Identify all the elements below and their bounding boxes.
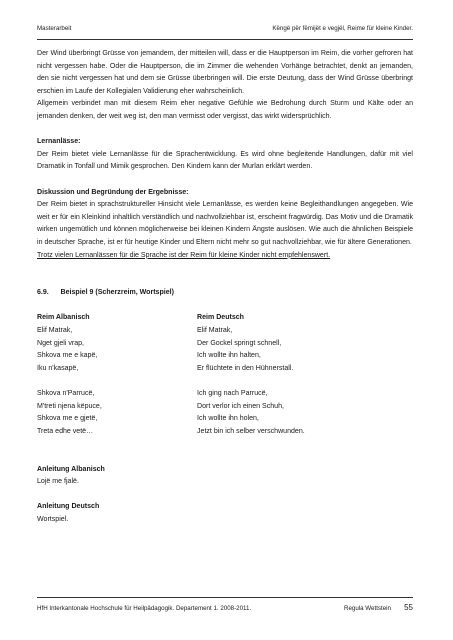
page-header	[37, 25, 413, 37]
poem-line: Der Gockel springt schnell,	[197, 339, 282, 347]
poem-line: M'treti njena këpuce,	[37, 402, 102, 410]
footer-rule	[37, 597, 413, 598]
poem-line: Jetzt bin ich selber verschwunden.	[197, 427, 305, 435]
intro-paragraph-2: Allgemein verbindet man mit diesem Reim eher negative Gefühle wie Bedrohung durch Sturm und Kälte oder an jemanden denken, der weit weg ist, den man vermisst oder vergisst, das wirkt widersprüchlich.	[37, 100, 413, 120]
poem-line: Nget gjeli vrap,	[37, 339, 85, 347]
poem-albanian-column	[37, 312, 197, 375]
poem-line: Ich wollte ihn holen,	[197, 415, 259, 423]
poem-line: Dort verlor ich einen Schuh,	[197, 402, 284, 410]
footer-author: Regula Wettstein	[343, 605, 391, 612]
page-number: 55	[404, 603, 413, 612]
section-heading	[37, 287, 413, 300]
anleitung-albanisch-text: Lojë me fjalë.	[37, 478, 79, 486]
poem-line: Treta edhe vetë…	[37, 427, 94, 435]
intro-paragraph-1: Der Wind überbringt Grüsse von jemandem, der mitteilen will, dass er die Hauptperson im Reim, die vorher gefroren hat nicht vergessen habe. Oder die Hauptperson, die im Zimmer die wehenden Vorhänge betrachtet, denkt an jemanden, den sie nicht vergessen hat und dem sie Grüsse überbringen will. Die erste Deutung, dass der Wind Grüsse überbringt erschien im Laufe der Kollegialen Validierung eher wahrscheinlich.	[37, 50, 413, 95]
poem-line: Elif Matrak,	[197, 327, 233, 335]
anleitung-deutsch-heading: Anleitung Deutsch	[37, 503, 100, 511]
poem-line: Shkova n'Parrucë,	[37, 390, 95, 398]
page-body	[37, 48, 413, 527]
diskussion-text: Der Reim bietet in sprachstruktureller Hinsicht viele Lernanlässe, es werden keine Begleithandlungen angegeben. Wie weit er für ein Kleinkind inhaltlich verständlich und nachvollziehbar ist, erscheint fragwürdig. Das Motiv und die Dramatik wirken ungemütlich und können möglicherweise bei kleinen Kindern Ängste auslösen. Wie auch die ähnlichen Beispiele in deutscher Sprache, ist er für heutige Kinder und Eltern nicht mehr so gut nachvollziehbar, wie für ältere Generationen.	[37, 201, 413, 246]
poem-line: Ich ging nach Parrucë,	[197, 390, 268, 398]
poem-german-column	[197, 388, 413, 438]
poem-stanza-2	[37, 388, 413, 438]
poem-german-title: Reim Deutsch	[197, 314, 244, 322]
poem-albanian-title: Reim Albanisch	[37, 314, 90, 322]
anleitung-albanisch-heading: Anleitung Albanisch	[37, 465, 105, 473]
header-left: Masterarbeit	[37, 25, 72, 32]
lernanlaesse-text: Der Reim bietet viele Lernanlässe für die Sprachentwicklung. Es wird ohne begleitende Handlungen, dafür mit viel Dramatik in Tonfall und Mimik gesprochen. Den Kindern kann der Murlan erklärt werden.	[37, 150, 413, 171]
section-title: Beispiel 9 (Scherzreim, Wortspiel)	[60, 289, 174, 297]
header-right: Këngë për fëmijët e vegjël, Reime für kleine Kinder.	[272, 25, 413, 32]
poem-german-column	[197, 312, 413, 375]
diskussion-heading: Diskussion und Begründung der Ergebnisse:	[37, 188, 189, 196]
poem-line: Shkova me e gjetë,	[37, 415, 98, 423]
poem-line: Ich wollte ihn halten,	[197, 352, 261, 360]
poem-line: Er flüchtete in den Hühnerstall.	[197, 364, 294, 372]
poem-stanza-1	[37, 312, 413, 375]
lernanlaesse-heading: Lernanlässe:	[37, 138, 81, 146]
anleitung-deutsch-text: Wortspiel.	[37, 515, 69, 523]
footer-institution: HfH Interkantonale Hochschule für Heilpädagogik. Departement 1. 2008-2011.	[37, 605, 252, 612]
poem-line: Iku n'kasapë,	[37, 364, 79, 372]
section-number: 6.9.	[37, 289, 49, 297]
poem-line: Shkova me e kapë,	[37, 352, 98, 360]
poem-line: Elif Matrak,	[37, 327, 73, 335]
diskussion-conclusion: Trotz vielen Lernanlässen für die Sprache ist der Reim für kleine Kinder nicht empfehlenswert.	[37, 251, 331, 259]
poem-albanian-column	[37, 388, 197, 438]
header-rule	[37, 39, 413, 40]
